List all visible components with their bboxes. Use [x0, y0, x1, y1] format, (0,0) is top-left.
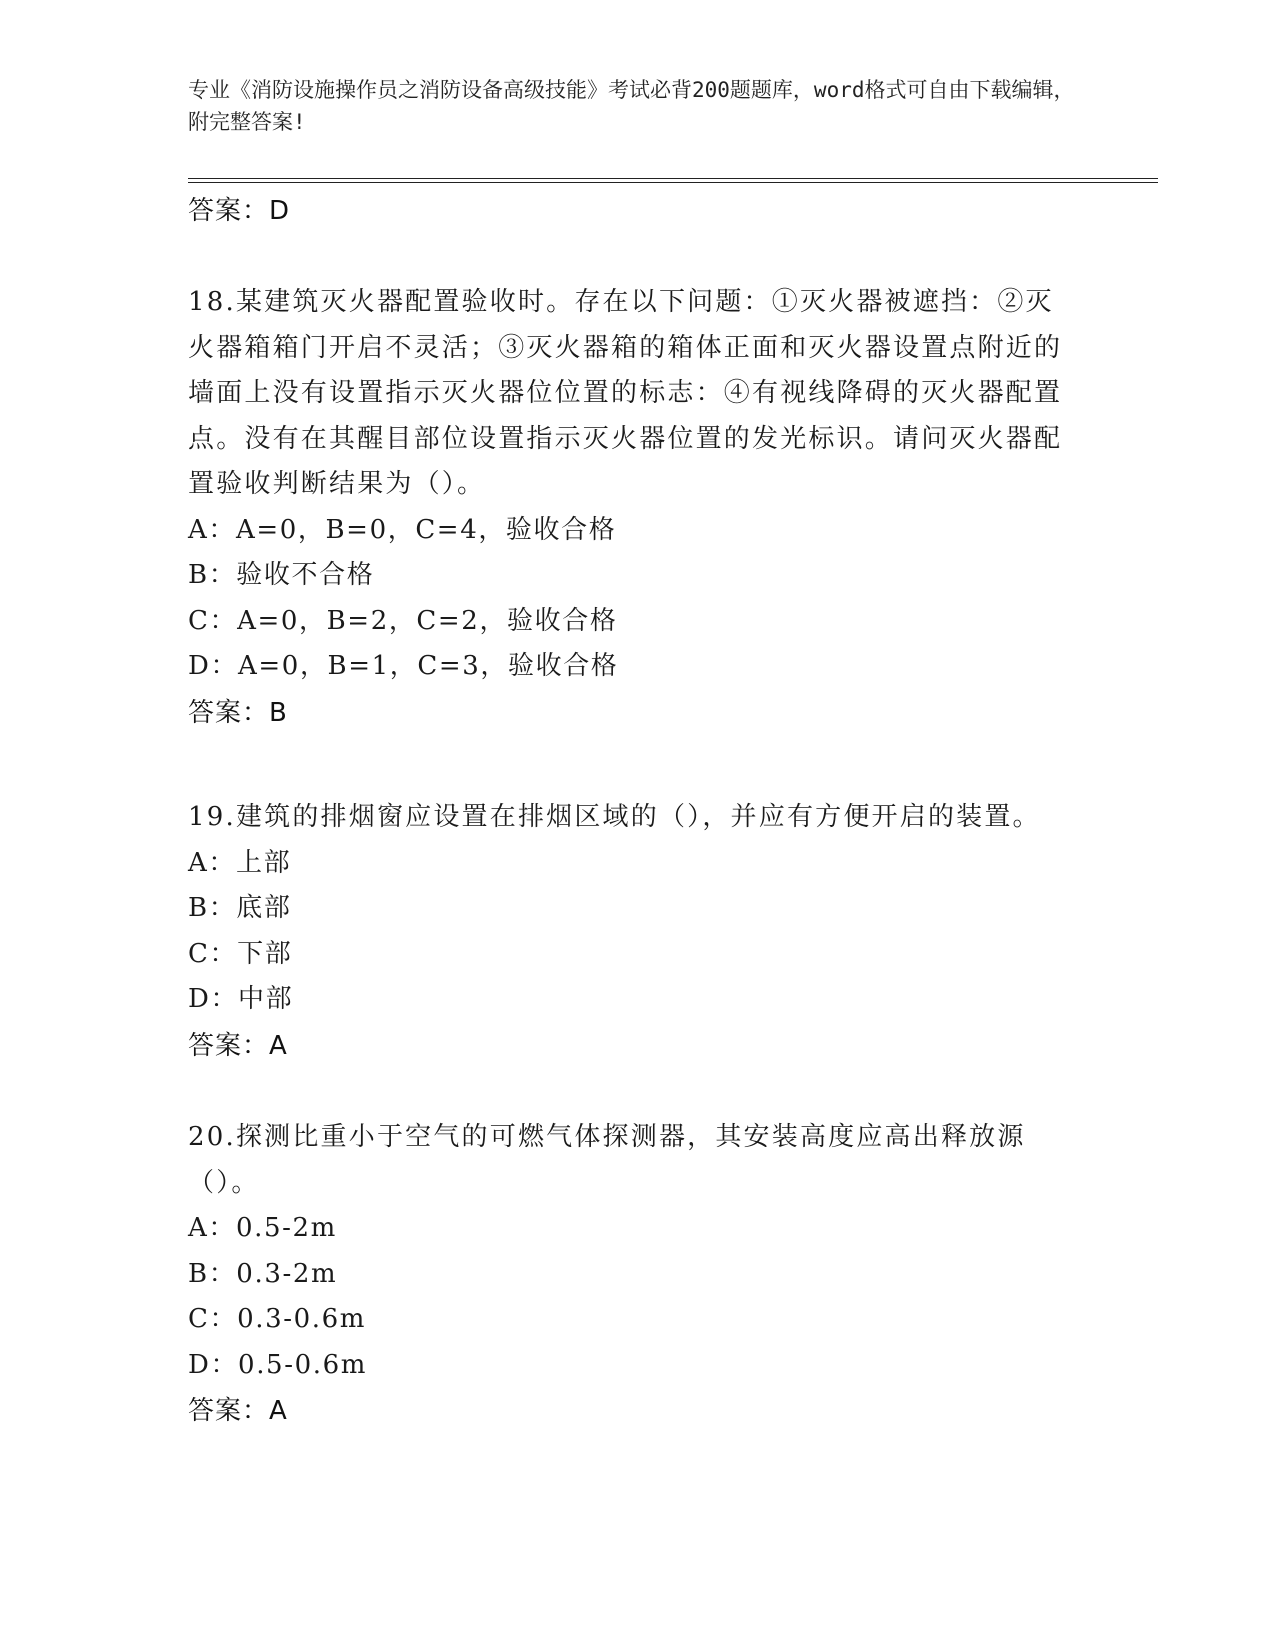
option-b: B：0.3-2m — [188, 1258, 338, 1289]
option-d: D：中部 — [188, 984, 294, 1014]
question-stem: 20.探测比重小于空气的可燃气体探测器，其安装高度应高出释放源（）。 — [188, 1122, 1026, 1198]
option-c: C：0.3-0.6m — [188, 1304, 367, 1334]
answer: 答案：B — [188, 697, 288, 728]
header-divider — [188, 178, 1158, 183]
option-d: D：A=0，B=1，C=3，验收合格 — [188, 651, 619, 681]
question-20 — [188, 1115, 1078, 1434]
question-stem: 18.某建筑灭火器配置验收时。存在以下问题：①灭火器被遮挡：②灭火器箱箱门开启不灵活；③灭火器箱的箱体正面和灭火器设置点附近的墙面上没有设置指示灭火器位位置的标志：④有视线降碍的灭火器配置点。没有在其醒目部位设置指示灭火器位置的发光标识。请问灭火器配置验收判断结果为（）。 — [188, 287, 1063, 499]
option-c: C：A=0，B=2，C=2，验收合格 — [188, 605, 618, 636]
question-stem: 19.建筑的排烟窗应设置在排烟区域的（），并应有方便开启的装置。 — [188, 802, 1041, 832]
question-19 — [188, 795, 1078, 1069]
option-a: A：0.5-2m — [188, 1213, 337, 1243]
answer: 答案：A — [188, 1030, 288, 1061]
previous-answer: 答案：D — [188, 196, 291, 226]
document-header: 专业《消防设施操作员之消防设备高级技能》考试必背200题题库，word格式可自由下载编辑，附完整答案! — [188, 78, 1075, 134]
option-a: A：A=0，B=0，C=4，验收合格 — [188, 514, 617, 545]
option-c: C：下部 — [188, 938, 293, 969]
option-d: D：0.5-0.6m — [188, 1349, 367, 1380]
option-b: B：验收不合格 — [188, 560, 375, 590]
answer: 答案：A — [188, 1396, 288, 1426]
question-18 — [188, 280, 1078, 736]
option-a: A：上部 — [188, 847, 292, 878]
option-b: B：底部 — [188, 893, 292, 923]
